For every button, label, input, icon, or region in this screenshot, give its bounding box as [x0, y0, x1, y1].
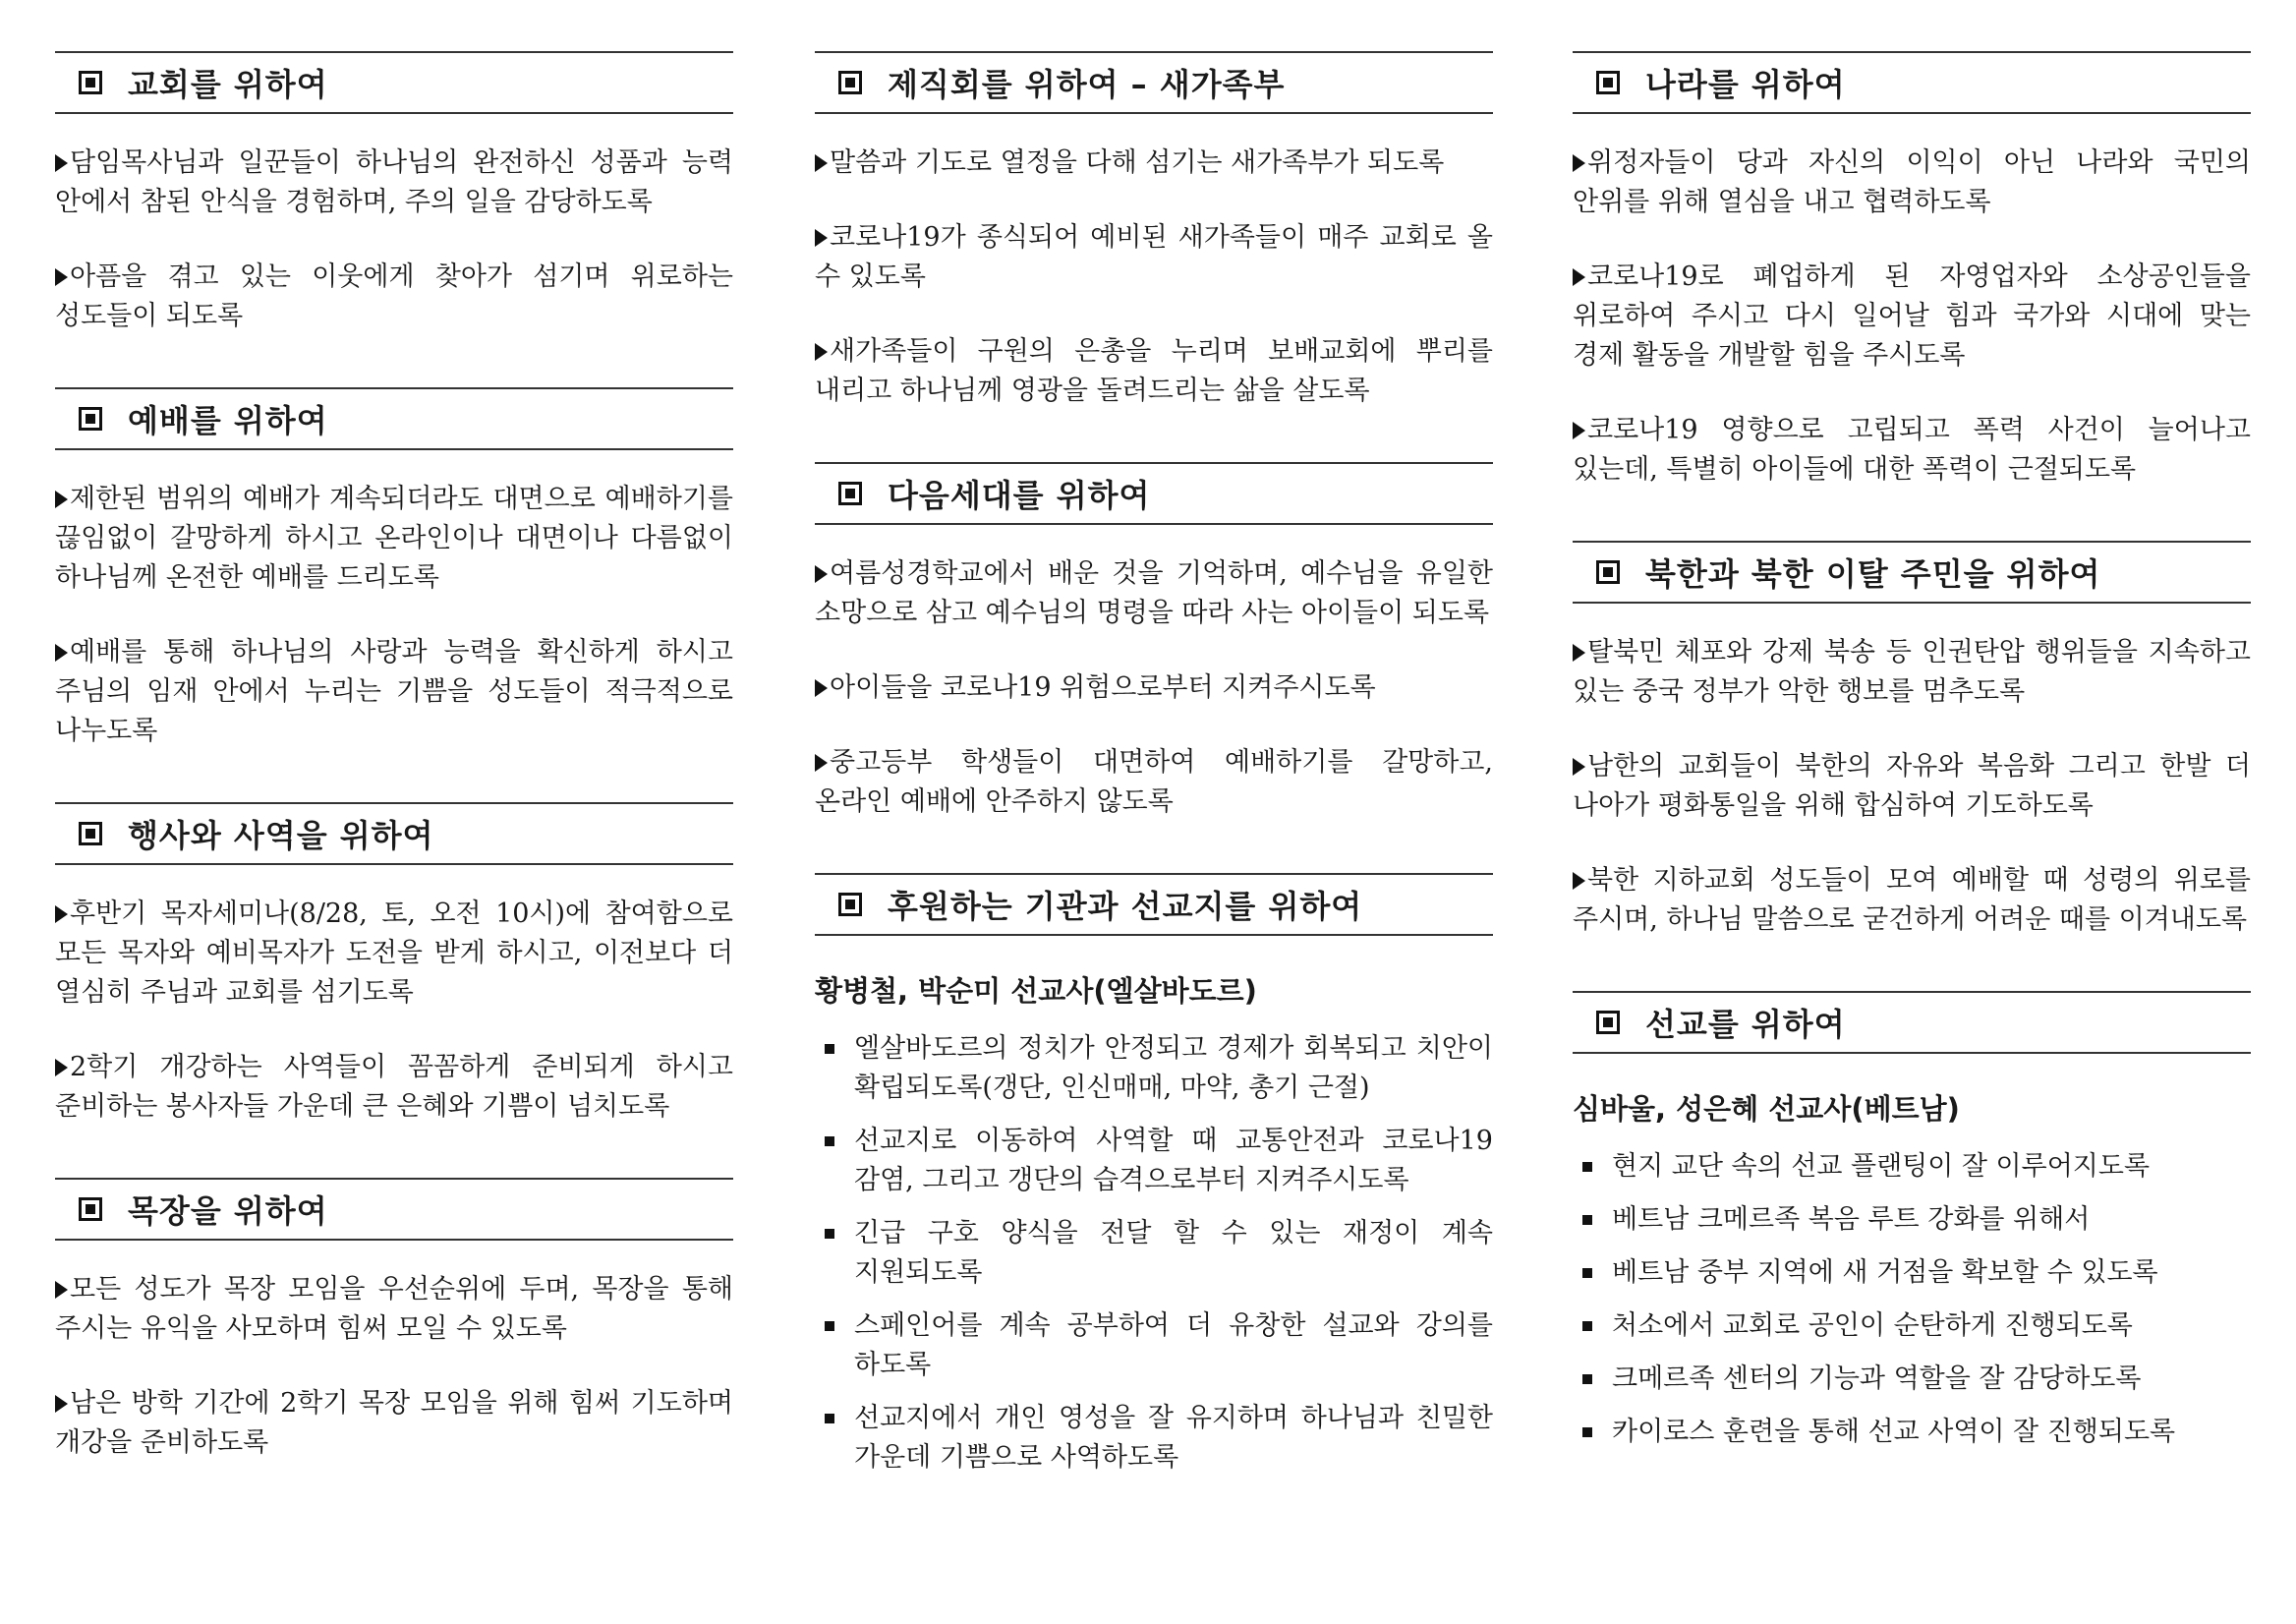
prayer-item: 새가족들이 구원의 은총을 누리며 보배교회에 뿌리를 내리고 하나님께 영광을 돌려드리는 삶을 살도록 — [815, 336, 1493, 406]
column-3 — [1573, 51, 2251, 1503]
square-bullet-icon — [79, 71, 102, 94]
prayer-item: 아이들을 코로나19 위험으로부터 지켜주시도록 — [815, 668, 1493, 708]
section-header — [55, 51, 733, 114]
triangle-bullet-icon — [1573, 268, 1585, 286]
list-item: 현지 교단 속의 선교 플랜팅이 잘 이루어지도록 — [1573, 1147, 2251, 1187]
square-bullet-icon — [1582, 1268, 1592, 1278]
prayer-item: 남은 방학 기간에 2학기 목장 모임을 위해 힘써 기도하며 개강을 준비하도록 — [55, 1388, 733, 1458]
list-item: 스페인어를 계속 공부하여 더 유창한 설교와 강의를 하도록 — [815, 1306, 1493, 1385]
missionary-name: 황병철, 박순미 선교사(엘살바도르) — [815, 974, 1257, 1008]
triangle-bullet-icon — [55, 1059, 68, 1076]
prayer-item: 중고등부 학생들이 대면하여 예배하기를 갈망하고, 온라인 예배에 안주하지 않도록 — [815, 747, 1493, 817]
list-item: 긴급 구호 양식을 전달 할 수 있는 재정이 계속 지원되도록 — [815, 1214, 1493, 1293]
triangle-bullet-icon — [815, 679, 828, 697]
square-bullet-icon — [1582, 1374, 1592, 1384]
square-bullet-icon — [838, 482, 862, 505]
square-bullet-icon — [79, 407, 102, 431]
section-header — [1573, 541, 2251, 604]
section-header — [1573, 51, 2251, 114]
list-item: 카이로스 훈련을 통해 선교 사역이 잘 진행되도록 — [1573, 1413, 2251, 1452]
prayer-item: 예배를 통해 하나님의 사랑과 능력을 확신하게 하시고 주님의 임재 안에서 누리는 기쁨을 성도들이 적극적으로 나누도록 — [55, 637, 733, 746]
prayer-item: 탈북민 체포와 강제 북송 등 인권탄압 행위들을 지속하고 있는 중국 정부가 악한 행보를 멈추도록 — [1573, 637, 2251, 707]
triangle-bullet-icon — [55, 268, 68, 286]
triangle-bullet-icon — [815, 754, 828, 772]
list-item: 베트남 크메르족 복음 루트 강화를 위해서 — [1573, 1200, 2251, 1240]
triangle-bullet-icon — [1573, 872, 1585, 890]
section-header — [815, 51, 1493, 114]
square-bullet-icon — [838, 71, 862, 94]
section-header — [55, 802, 733, 865]
prayer-item: 코로나19 영향으로 고립되고 폭력 사건이 늘어나고 있는데, 특별히 아이들에 대한 폭력이 근절되도록 — [1573, 415, 2251, 485]
square-bullet-icon — [825, 1229, 834, 1239]
square-bullet-icon — [825, 1136, 834, 1146]
list-item: 베트남 중부 지역에 새 거점을 확보할 수 있도록 — [1573, 1253, 2251, 1293]
triangle-bullet-icon — [55, 644, 68, 662]
section-missions — [1573, 991, 2251, 1452]
square-bullet-icon — [1582, 1162, 1592, 1172]
list-item: 처소에서 교회로 공인이 순탄하게 진행되도록 — [1573, 1306, 2251, 1346]
section-title: 북한과 북한 이탈 주민을 위하여 — [1645, 555, 2101, 593]
triangle-bullet-icon — [55, 491, 68, 508]
square-bullet-icon — [838, 893, 862, 916]
square-bullet-icon — [79, 822, 102, 845]
prayer-item: 담임목사님과 일꾼들이 하나님의 완전하신 성품과 능력 안에서 참된 안식을 경험하며, 주의 일을 감당하도록 — [55, 147, 733, 217]
section-header — [1573, 991, 2251, 1054]
list-item: 선교지에서 개인 영성을 잘 유지하며 하나님과 친밀한 가운데 기쁨으로 사역하도록 — [815, 1399, 1493, 1478]
square-bullet-icon — [1596, 71, 1620, 94]
square-bullet-icon — [825, 1044, 834, 1054]
section-title: 선교를 위하여 — [1645, 1006, 1846, 1043]
square-bullet-icon — [1596, 1011, 1620, 1034]
bullet-list — [1573, 1147, 2251, 1452]
prayer-item: 남한의 교회들이 북한의 자유와 복음화 그리고 한발 더 나아가 평화통일을 위해 합심하여 기도하도록 — [1573, 751, 2251, 821]
section-title: 예배를 위하여 — [128, 402, 328, 439]
section-nation — [1573, 51, 2251, 490]
section-events — [55, 802, 733, 1127]
section-title: 목장을 위하여 — [128, 1192, 328, 1230]
column-1 — [55, 51, 733, 1514]
prayer-item: 제한된 범위의 예배가 계속되더라도 대면으로 예배하기를 끊임없이 갈망하게 하시고 온라인이나 대면이나 다름없이 하나님께 온전한 예배를 드리도록 — [55, 484, 733, 593]
section-next-generation — [815, 462, 1493, 822]
triangle-bullet-icon — [1573, 154, 1585, 172]
bullet-list — [815, 1029, 1493, 1478]
section-header — [55, 387, 733, 450]
section-title: 교회를 위하여 — [128, 66, 328, 103]
square-bullet-icon — [825, 1414, 834, 1423]
section-header — [815, 873, 1493, 936]
square-bullet-icon — [79, 1197, 102, 1221]
triangle-bullet-icon — [55, 154, 68, 172]
section-cell-group — [55, 1178, 733, 1463]
prayer-item: 모든 성도가 목장 모임을 우선순위에 두며, 목장을 통해 주시는 유익을 사모하며 힘써 모일 수 있도록 — [55, 1274, 733, 1344]
square-bullet-icon — [1582, 1321, 1592, 1331]
square-bullet-icon — [1582, 1215, 1592, 1225]
list-item: 크메르족 센터의 기능과 역할을 잘 감당하도록 — [1573, 1360, 2251, 1399]
triangle-bullet-icon — [815, 229, 828, 247]
triangle-bullet-icon — [1573, 644, 1585, 662]
list-item: 선교지로 이동하여 사역할 때 교통안전과 코로나19 감염, 그리고 갱단의 습격으로부터 지켜주시도록 — [815, 1122, 1493, 1200]
prayer-item: 코로나19가 종식되어 예비된 새가족들이 매주 교회로 올 수 있도록 — [815, 222, 1493, 292]
square-bullet-icon — [825, 1321, 834, 1331]
triangle-bullet-icon — [815, 154, 828, 172]
prayer-item: 코로나19로 폐업하게 된 자영업자와 소상공인들을 위로하여 주시고 다시 일어날 힘과 국가와 시대에 맞는 경제 활동을 개발할 힘을 주시도록 — [1573, 261, 2251, 371]
missionary-name: 심바울, 성은혜 선교사(베트남) — [1573, 1092, 1960, 1126]
section-title: 제직회를 위하여 – 새가족부 — [888, 66, 1286, 103]
section-title: 행사와 사역을 위하여 — [128, 817, 434, 854]
section-header — [55, 1178, 733, 1241]
prayer-item: 2학기 개강하는 사역들이 꼼꼼하게 준비되게 하시고 준비하는 봉사자들 가운데 큰 은혜와 기쁨이 넘치도록 — [55, 1052, 733, 1122]
section-newcomers — [815, 51, 1493, 411]
section-title: 나라를 위하여 — [1645, 66, 1846, 103]
triangle-bullet-icon — [815, 343, 828, 361]
prayer-item: 아픔을 겪고 있는 이웃에게 찾아가 섬기며 위로하는 성도들이 되도록 — [55, 261, 733, 331]
square-bullet-icon — [1582, 1427, 1592, 1437]
triangle-bullet-icon — [55, 905, 68, 923]
triangle-bullet-icon — [55, 1395, 68, 1413]
section-supported-missions — [815, 873, 1493, 1478]
section-title: 다음세대를 위하여 — [888, 477, 1151, 514]
triangle-bullet-icon — [815, 565, 828, 583]
prayer-item: 여름성경학교에서 배운 것을 기억하며, 예수님을 유일한 소망으로 삼고 예수님의 명령을 따라 사는 아이들이 되도록 — [815, 558, 1493, 628]
prayer-item: 후반기 목자세미나(8/28, 토, 오전 10시)에 참여함으로 모든 목자와 예비목자가 도전을 받게 하시고, 이전보다 더 열심히 주님과 교회를 섬기도록 — [55, 899, 733, 1008]
list-item: 엘살바도르의 정치가 안정되고 경제가 회복되고 치안이 확립되도록(갱단, 인신매매, 마약, 총기 근절) — [815, 1029, 1493, 1108]
column-2 — [815, 51, 1493, 1529]
section-north-korea — [1573, 541, 2251, 940]
section-header — [815, 462, 1493, 525]
triangle-bullet-icon — [55, 1281, 68, 1299]
square-bullet-icon — [1596, 560, 1620, 584]
prayer-item: 말씀과 기도로 열정을 다해 섬기는 새가족부가 되도록 — [815, 144, 1493, 183]
section-church — [55, 51, 733, 336]
triangle-bullet-icon — [1573, 422, 1585, 439]
prayer-item: 북한 지하교회 성도들이 모여 예배할 때 성령의 위로를 주시며, 하나님 말씀으로 굳건하게 어려운 때를 이겨내도록 — [1573, 865, 2251, 935]
section-title: 후원하는 기관과 선교지를 위하여 — [888, 888, 1363, 925]
prayer-item: 위정자들이 당과 자신의 이익이 아닌 나라와 국민의 안위를 위해 열심을 내고 협력하도록 — [1573, 147, 2251, 217]
triangle-bullet-icon — [1573, 758, 1585, 776]
section-worship — [55, 387, 733, 751]
